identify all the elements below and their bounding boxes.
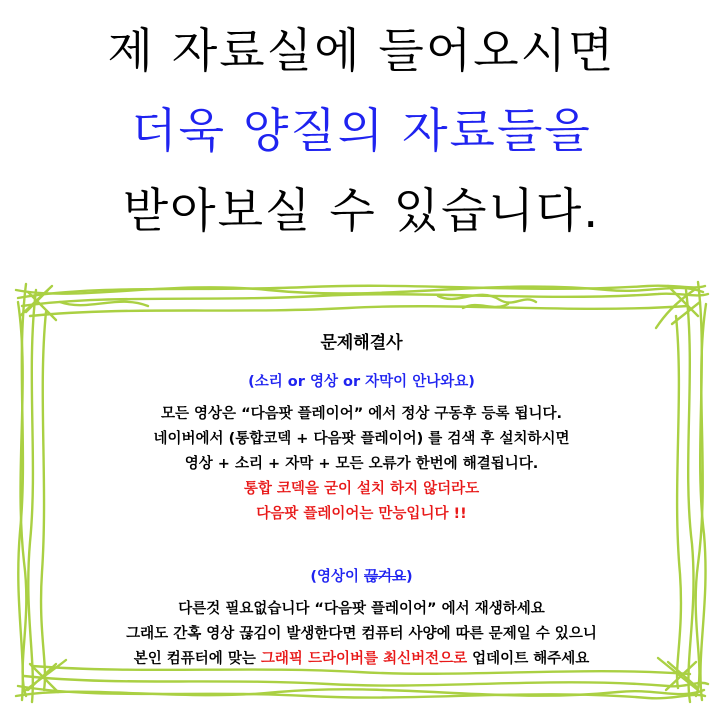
note-title: 문제해결사 <box>320 333 403 353</box>
section1-red-line-2: 다음팟 플레이어는 만능입니다 !! <box>256 506 467 522</box>
section2-heading-suffix: ) <box>406 569 413 585</box>
note-content <box>48 330 675 672</box>
section2-line-1: 다른것 필요없습니다 “다음팟 플레이어” 에서 재생하세요 <box>178 601 545 617</box>
section2-line-3 <box>48 647 675 672</box>
section2-heading-strike: 끊겨요 <box>364 569 407 585</box>
section2-last-prefix: 본인 컴퓨터에 맞는 <box>133 651 261 667</box>
headline-block <box>0 12 723 252</box>
headline-line-1: 제 자료실에 들어오시면 <box>107 24 616 79</box>
section1-red-line-1: 통합 코덱을 굳이 설치 하지 않더라도 <box>243 481 480 497</box>
headline-line-3: 받아보실 수 있습니다. <box>122 184 601 239</box>
section1-line-2: 네이버에서 (통합코덱 + 다음팟 플레이어) 를 검색 후 설치하시면 <box>153 431 570 447</box>
section2-last-suffix: 업데이트 해주세요 <box>467 651 590 667</box>
section2-line-2: 그래도 간혹 영상 끊김이 발생한다면 컴퓨터 사양에 따른 문제일 수 있으니 <box>126 626 597 642</box>
section1-line-3: 영상 + 소리 + 자막 + 모든 오류가 한번에 해결됩니다. <box>184 456 539 472</box>
section-spacer <box>48 527 675 561</box>
section2-heading-prefix: (영상이 <box>310 569 365 585</box>
headline-line-2: 더욱 양질의 자료들을 <box>131 104 592 159</box>
section2-last-red: 그래픽 드라이버를 최신버전으로 <box>260 651 468 667</box>
sketch-frame-container <box>8 272 715 710</box>
section1-line-1: 모든 영상은 “다음팟 플레이어” 에서 정상 구동후 등록 됩니다. <box>160 406 563 422</box>
section2-heading <box>48 565 675 589</box>
section1-heading: (소리 or 영상 or 자막이 안나와요) <box>248 374 475 390</box>
